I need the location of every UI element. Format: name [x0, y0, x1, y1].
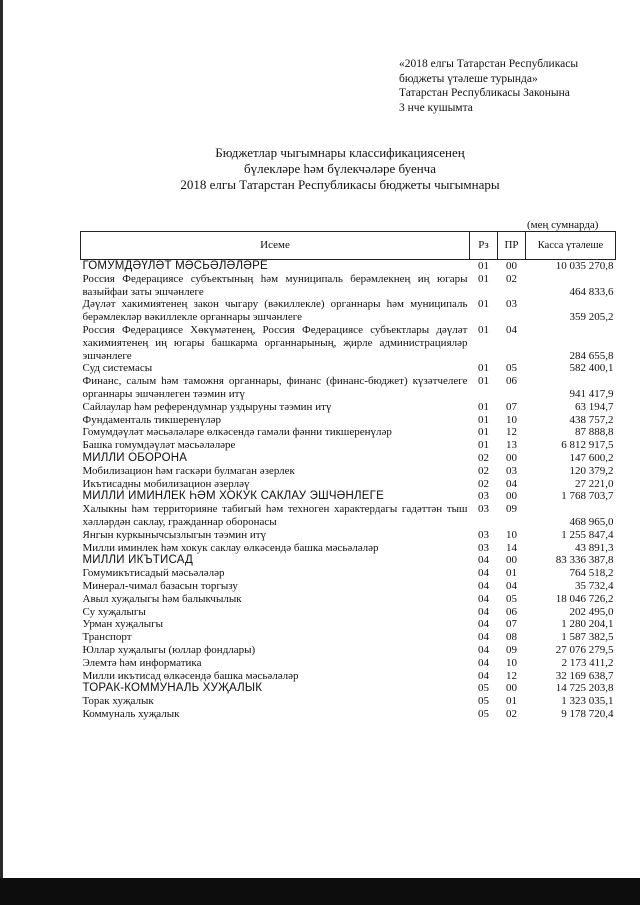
table-row [81, 593, 616, 606]
cell-sum: 27 221,0 [575, 477, 614, 490]
cell-pr: 09 [506, 643, 517, 656]
cell-pr: 00 [506, 682, 517, 695]
cell-sum: 120 379,2 [569, 464, 614, 477]
attachment-note [399, 57, 624, 115]
cell-pr: 13 [506, 439, 517, 452]
table-header-row [81, 232, 616, 260]
table-row [81, 670, 616, 683]
section-row [81, 490, 616, 503]
title-line: Бюджетлар чыгымнары классификациясенең [215, 145, 465, 160]
cell-rz: 02 [478, 464, 489, 477]
cell-rz: 01 [478, 375, 489, 388]
table-row [81, 414, 616, 427]
cell-sum: 582 400,1 [569, 362, 614, 375]
cell-pr: 09 [506, 503, 517, 516]
header-name: Исеме [81, 232, 470, 260]
cell-name: Янгын куркынычсызлыгын тәэмин итү [82, 528, 267, 541]
table-row [81, 478, 616, 491]
cell-rz: 05 [478, 707, 489, 720]
header-pr: ПР [498, 232, 526, 260]
cell-rz: 04 [478, 643, 489, 656]
section-row [81, 260, 616, 273]
cell-sum: 87 888,8 [575, 426, 614, 439]
cell-name: Коммуналь хуҗалык [82, 707, 180, 720]
table-row [81, 606, 616, 619]
table-row [81, 375, 616, 401]
table-row [81, 580, 616, 593]
cell-name: Торак хуҗалык [82, 695, 154, 708]
table-row [81, 618, 616, 631]
cell-sum: 1 768 703,7 [561, 490, 614, 503]
cell-sum: 10 035 270,8 [555, 260, 614, 272]
cell-name: Минерал-чимал базасын торгызу [82, 579, 238, 592]
cell-rz: 04 [478, 605, 489, 618]
cell-pr: 10 [506, 413, 517, 426]
cell-sum: 147 600,2 [569, 451, 614, 464]
table-row [81, 529, 616, 542]
cell-sum: 32 169 638,7 [555, 669, 614, 682]
cell-pr: 01 [506, 567, 517, 580]
scan-bottom-bar [0, 878, 640, 905]
cell-sum: 27 076 279,5 [555, 643, 614, 656]
cell-sum: 63 194,7 [575, 400, 614, 413]
cell-rz: 04 [478, 554, 489, 567]
budget-table [80, 231, 616, 721]
cell-name: МИЛЛИ ИМИНЛЕК ҺӘМ ХОКУК САКЛАУ ЭШЧӘНЛЕГЕ [82, 490, 384, 503]
cell-sum: 1 323 035,1 [561, 695, 614, 708]
cell-sum: 9 178 720,4 [561, 707, 614, 720]
cell-name: Гомумдәүләт мәсьәләләре өлкәсендә гамәли фәнни тикшеренүләр [82, 426, 392, 439]
cell-pr: 12 [506, 669, 517, 682]
page-title [60, 145, 620, 193]
cell-name: Фундаменталь тикшеренүләр [82, 413, 221, 426]
table-row [81, 631, 616, 644]
cell-name: Башка гомумдәүләт мәсьәләләре [82, 439, 236, 452]
table-row [81, 465, 616, 478]
section-row [81, 554, 616, 567]
cell-name: Милли икътисад өлкәсендә башка мәсьәләләр [82, 669, 299, 682]
cell-pr: 00 [506, 554, 517, 567]
cell-rz: 05 [478, 682, 489, 695]
attachment-line: «2018 елгы Татарстан Республикасы [399, 58, 579, 70]
attachment-line: Татарстан Республикасы Законына [399, 87, 570, 99]
cell-sum: 1 255 847,4 [561, 528, 614, 541]
cell-sum: 438 757,2 [569, 413, 614, 426]
cell-name: МИЛЛИ ОБОРОНА [82, 451, 188, 464]
header-sum: Касса үтәлеше [526, 232, 616, 260]
cell-rz: 02 [478, 451, 489, 464]
cell-sum: 83 336 387,8 [555, 554, 614, 567]
table-row [81, 426, 616, 439]
cell-sum: 941 417,9 [569, 387, 614, 400]
cell-pr: 00 [506, 490, 517, 503]
table-row [81, 362, 616, 375]
table-row [81, 324, 616, 362]
cell-pr: 06 [506, 375, 517, 388]
section-row [81, 682, 616, 695]
cell-rz: 01 [478, 400, 489, 413]
cell-rz: 01 [478, 323, 489, 336]
cell-pr: 04 [506, 323, 517, 336]
cell-pr: 05 [506, 592, 517, 605]
cell-rz: 01 [478, 426, 489, 439]
cell-pr: 01 [506, 695, 517, 708]
cell-pr: 02 [506, 272, 517, 285]
table-row [81, 439, 616, 452]
cell-name: ТОРАК-КОММУНАЛЬ ХУҖАЛЫК [82, 682, 263, 695]
title-line: 2018 елгы Татарстан Республикасы бюджеты чыгымнары [180, 177, 500, 192]
cell-rz: 03 [478, 503, 489, 516]
cell-sum: 359 205,2 [569, 311, 614, 324]
cell-name: Россия Федерациясе субъектының һәм муниципаль берәмлекнең иң югары вазыйфаи заты эшчәнлеге [82, 272, 468, 298]
cell-name: Юллар хуҗалыгы (юллар фондлары) [82, 643, 256, 656]
cell-pr: 05 [506, 362, 517, 375]
cell-name: Сайлаулар һәм референдумнар уздыруны тәэмин итү [82, 400, 332, 413]
cell-rz: 04 [478, 592, 489, 605]
cell-sum: 764 518,2 [569, 567, 614, 580]
cell-pr: 02 [506, 707, 517, 720]
cell-pr: 08 [506, 631, 517, 644]
cell-sum: 18 046 726,2 [555, 592, 614, 605]
scan-left-edge [0, 0, 3, 905]
cell-sum: 284 655,8 [569, 349, 614, 362]
table-row [81, 273, 616, 299]
title-line: бүлекләре һәм бүлекчәләре буенча [244, 161, 436, 176]
cell-sum: 468 965,0 [569, 515, 614, 528]
cell-rz: 01 [478, 362, 489, 375]
cell-pr: 00 [506, 451, 517, 464]
cell-sum: 1 587 382,5 [561, 631, 614, 644]
cell-sum: 6 812 917,5 [561, 439, 614, 452]
cell-name: Халыкны һәм территорияне табигый һәм техноген характердагы гадәттән тыш хәлләрдән саклау, гражданнар оборонасы [82, 503, 468, 528]
cell-name: Милли иминлек һәм хокук саклау өлкәсендә башка мәсьәләләр [82, 541, 379, 554]
cell-sum: 1 280 204,1 [561, 618, 614, 631]
cell-pr: 07 [506, 400, 517, 413]
cell-rz: 04 [478, 567, 489, 580]
cell-name: Урман хуҗалыгы [82, 618, 164, 631]
cell-pr: 12 [506, 426, 517, 439]
cell-name: Мобилизацион һәм гаскәри булмаган әзерлек [82, 464, 295, 477]
cell-name: Гомумикътисадый мәсьәләләр [82, 567, 225, 580]
cell-rz: 04 [478, 618, 489, 631]
cell-rz: 02 [478, 477, 489, 490]
cell-rz: 03 [478, 528, 489, 541]
table-row [81, 644, 616, 657]
cell-rz: 03 [478, 490, 489, 503]
cell-pr: 03 [506, 464, 517, 477]
cell-rz: 04 [478, 656, 489, 669]
section-row [81, 452, 616, 465]
cell-name: Авыл хуҗалыгы һәм балыкчылык [82, 592, 242, 605]
cell-rz: 04 [478, 631, 489, 644]
cell-rz: 01 [478, 413, 489, 426]
cell-pr: 00 [506, 260, 517, 272]
table-row [81, 708, 616, 721]
cell-rz: 01 [478, 439, 489, 452]
table-body [81, 260, 616, 721]
cell-name: Россия Федерациясе Хөкүмәтенең, Россия Федерациясе субъектлары дәүләт хакимиятенең иң югары башкарма органнарының, җирле администрацияләр эшчәнлеге [82, 323, 468, 362]
table-row [81, 695, 616, 708]
table-row [81, 503, 616, 529]
cell-name: Дәүләт хакимиятенең закон чыгару (вәкиллекле) органнары һәм муниципаль берәмлекләр вәкиллекле органнары эшчәнлеге [82, 298, 468, 324]
cell-pr: 10 [506, 656, 517, 669]
cell-pr: 03 [506, 298, 517, 311]
cell-sum: 2 173 411,2 [561, 656, 614, 669]
cell-rz: 01 [478, 272, 489, 285]
unit-note: (мең сумнарда) [527, 219, 599, 231]
table-row [81, 657, 616, 670]
table-row [81, 298, 616, 324]
table-row [81, 401, 616, 414]
cell-sum: 202 495,0 [569, 605, 614, 618]
cell-pr: 07 [506, 618, 517, 631]
cell-name: Элемтә һәм информатика [82, 656, 202, 669]
cell-rz: 01 [478, 298, 489, 311]
cell-pr: 04 [506, 579, 517, 592]
table-row [81, 567, 616, 580]
cell-name: Су хуҗалыгы [82, 605, 146, 618]
cell-rz: 04 [478, 669, 489, 682]
cell-name: МИЛЛИ ИКЪТИСАД [82, 554, 193, 567]
cell-sum: 35 732,4 [575, 579, 614, 592]
cell-pr: 14 [506, 541, 517, 554]
cell-name: Икътисадны мобилизацион әзерләү [82, 477, 250, 490]
cell-rz: 01 [478, 260, 489, 272]
table-row [81, 542, 616, 555]
cell-rz: 04 [478, 579, 489, 592]
cell-name: ГОМУМДӘҮЛӘТ МӘСЬӘЛӘЛӘРЕ [82, 260, 268, 272]
cell-pr: 06 [506, 605, 517, 618]
cell-sum: 464 833,6 [569, 285, 614, 298]
cell-name: Финанс, салым һәм таможня органнары, финанс (финанс-бюджет) күзәтчелеге органнары эшчәнлеген тәэмин итү [82, 375, 468, 400]
attachment-line: бюджеты үтәлеше турында» [399, 72, 538, 85]
cell-pr: 04 [506, 477, 517, 490]
attachment-line: 3 нче кушымта [399, 101, 473, 114]
cell-sum: 43 891,3 [575, 541, 614, 554]
header-rz: Рз [470, 232, 498, 260]
cell-name: Суд системасы [82, 362, 153, 375]
cell-name: Транспорт [82, 631, 132, 644]
cell-rz: 03 [478, 541, 489, 554]
cell-sum: 14 725 203,8 [555, 682, 614, 695]
cell-pr: 10 [506, 528, 517, 541]
cell-rz: 05 [478, 695, 489, 708]
